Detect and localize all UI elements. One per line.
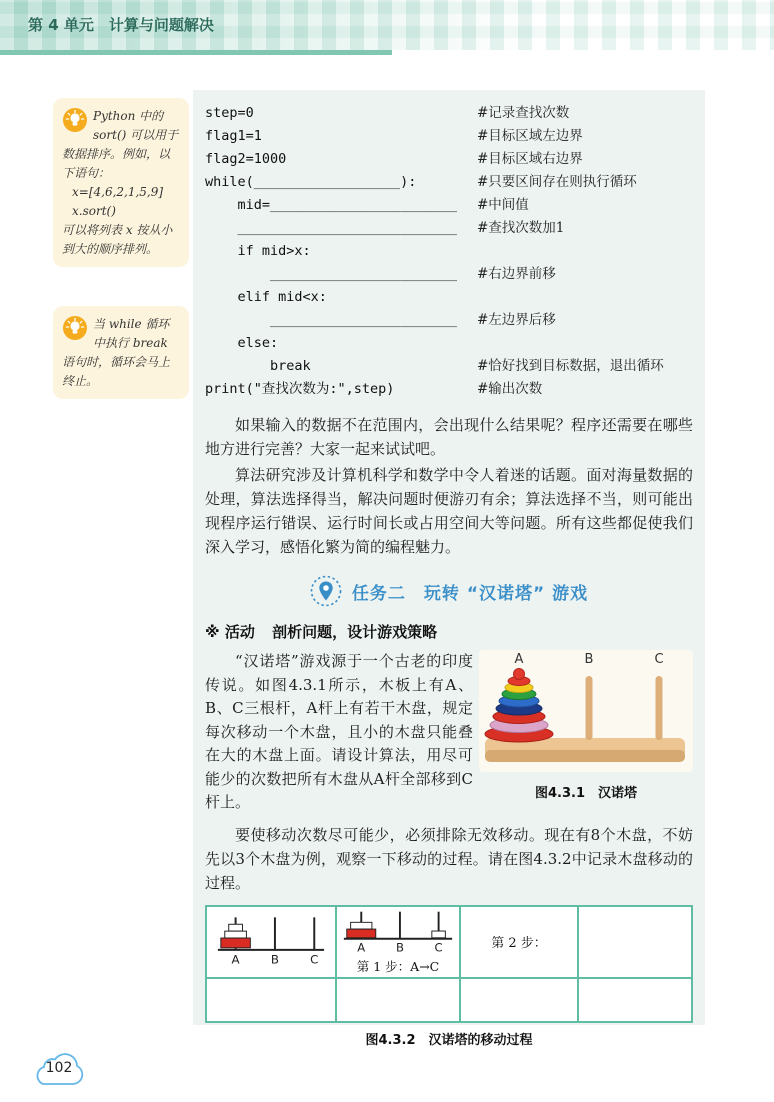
- code-text: step=0: [205, 105, 254, 121]
- rod-label-c: C: [654, 652, 664, 667]
- table-cell-empty: [578, 978, 692, 1022]
- code-line-row: [205, 217, 697, 240]
- code-comment: #目标区域右边界: [477, 151, 583, 167]
- code-comment: #恰好找到目标数据，退出循环: [477, 358, 664, 374]
- code-text: ___________________________: [205, 220, 457, 236]
- task-header: [193, 575, 705, 607]
- lightbulb-icon: [62, 315, 88, 341]
- code-text: _______________________: [205, 266, 457, 282]
- tip-box-break: [53, 306, 189, 399]
- code-line-row: [205, 194, 697, 217]
- code-text: if mid>x:: [205, 243, 311, 259]
- paragraph: 如果输入的数据不在范围内，会出现什么结果呢？程序还需要在哪些地方进行完善？大家一起来试试吧。: [205, 416, 693, 458]
- code-line-row: [205, 148, 697, 171]
- table-cell-initial-state: [206, 906, 336, 978]
- rod-label-c: C: [434, 939, 443, 954]
- tip-text: Python 中的sort() 可以用于数据排序。例如，以下语句：: [62, 109, 179, 180]
- code-comment: #输出次数: [477, 381, 543, 397]
- peg-c: [656, 676, 663, 740]
- hanoi-steps-table: [205, 905, 693, 1023]
- code-line-row: [205, 240, 697, 263]
- tip-code-line: x=[4,6,2,1,5,9]: [72, 185, 164, 199]
- table-cell-empty: [206, 978, 336, 1022]
- page-number: 102: [45, 1060, 73, 1076]
- rod-label-a: A: [357, 939, 366, 954]
- code-text: _______________________: [205, 312, 457, 328]
- peg-b: [586, 676, 593, 740]
- rod-label-b: B: [395, 939, 404, 954]
- table-cell-step1: [336, 906, 460, 978]
- task-name: 玩转 “汉诺塔” 游戏: [423, 583, 589, 604]
- code-comment: #记录查找次数: [477, 105, 570, 121]
- hanoi-diagram-step1: [340, 909, 456, 955]
- code-comment: [477, 286, 697, 309]
- lightbulb-icon: [62, 107, 88, 133]
- figure-caption: 图4.3.1 汉诺塔: [534, 786, 637, 801]
- paragraph: 算法研究涉及计算机科学和数学中令人着迷的话题。面对海量数据的处理，算法选择得当，解决问题时便游刃有余；算法选择不当，则可能出现程序运行错误、运行时间长或占用空间大等问题。所有这些都促使我们深入学习，感悟化繁为简的编程魅力。: [205, 466, 693, 556]
- header-underline: [0, 50, 392, 55]
- code-listing: [193, 90, 705, 405]
- table-cell-step2: [460, 906, 578, 978]
- rod-label-a: A: [514, 652, 524, 667]
- step-label: 第 2 步：: [491, 936, 547, 951]
- disk-stack: [485, 669, 553, 743]
- activity-heading: [205, 621, 693, 642]
- map-pin-icon: [310, 575, 342, 607]
- task-label: 任务二: [351, 583, 406, 604]
- code-text: else:: [205, 335, 279, 351]
- tip-code-line: x.sort(): [72, 204, 116, 218]
- code-comment: #左边界后移: [477, 312, 556, 328]
- code-comment: #右边界前移: [477, 266, 556, 282]
- hanoi-diagram-initial: [212, 912, 330, 968]
- hanoi-section: [205, 650, 693, 815]
- tip-box-sort: [53, 98, 189, 267]
- hanoi-tower-illustration: [479, 650, 693, 772]
- code-line-row: [205, 171, 697, 194]
- code-comment: #中间值: [477, 197, 529, 213]
- step-label: 第 1 步：A→C: [356, 958, 440, 974]
- code-text: mid=_______________________: [205, 197, 457, 213]
- figure-caption: 图4.3.2 汉诺塔的移动过程: [365, 1032, 533, 1048]
- code-line-row: [205, 263, 697, 286]
- rod-label-b: B: [270, 952, 279, 967]
- code-line-row: [205, 378, 697, 401]
- tip-text: 当 while 循环中执行 break 语句时，循环会马上终止。: [62, 317, 171, 388]
- paragraph: “汉诺塔”游戏源于一个古老的印度传说。如图4.3.1所示，木板上有A、B、C三根杆，A杆上有若干木盘，规定每次移动一个木盘，且小的木盘只能叠在大的木盘上面。请设计算法，用尽可能少的次数把所有木盘从A杆全部移到C杆上。: [205, 652, 473, 811]
- code-comment: #查找次数加1: [477, 220, 565, 236]
- code-comment: #只要区间存在则执行循环: [477, 174, 637, 190]
- wood-base-edge: [485, 750, 685, 762]
- unit-title: 第 4 单元 计算与问题解决: [28, 16, 214, 34]
- code-text: flag2=1000: [205, 151, 287, 167]
- activity-marker: ※: [205, 623, 220, 641]
- code-text: flag1=1: [205, 128, 262, 144]
- main-content-panel: [193, 90, 705, 1048]
- activity-title: 剖析问题，设计游戏策略: [272, 623, 438, 641]
- code-text: break: [205, 358, 311, 374]
- code-line-row: [205, 286, 697, 309]
- code-text: print("查找次数为:",step): [205, 381, 395, 397]
- code-comment: [477, 240, 697, 263]
- code-line-row: [205, 102, 697, 125]
- code-comment: #目标区域左边界: [477, 128, 583, 144]
- page-header: [0, 0, 774, 50]
- rod-label-a: A: [231, 952, 240, 967]
- code-line-row: [205, 355, 697, 378]
- code-comment: [477, 332, 697, 355]
- table-cell-empty: [336, 978, 460, 1022]
- table-cell-empty: [460, 978, 578, 1022]
- rod-label-c: C: [310, 952, 319, 967]
- figure-hanoi-photo: [479, 650, 693, 801]
- code-text: elif mid<x:: [205, 289, 327, 305]
- code-line-row: [205, 125, 697, 148]
- activity-label: 活动: [224, 623, 255, 641]
- tip-text: 可以将列表 x 按从小到大的顺序排列。: [62, 223, 173, 256]
- page-number-badge: [26, 1046, 92, 1092]
- task-title: [352, 579, 588, 604]
- code-line-row: [205, 309, 697, 332]
- code-line-row: [205, 332, 697, 355]
- paragraph: 要使移动次数尽可能少，必须排除无效移动。现在有8个木盘，不妨先以3个木盘为例，观察一下移动的过程。请在图4.3.2中记录木盘移动的过程。: [205, 825, 693, 892]
- rod-label-b: B: [584, 652, 594, 667]
- code-text: while(__________________):: [205, 174, 417, 190]
- table-cell-empty: [578, 906, 692, 978]
